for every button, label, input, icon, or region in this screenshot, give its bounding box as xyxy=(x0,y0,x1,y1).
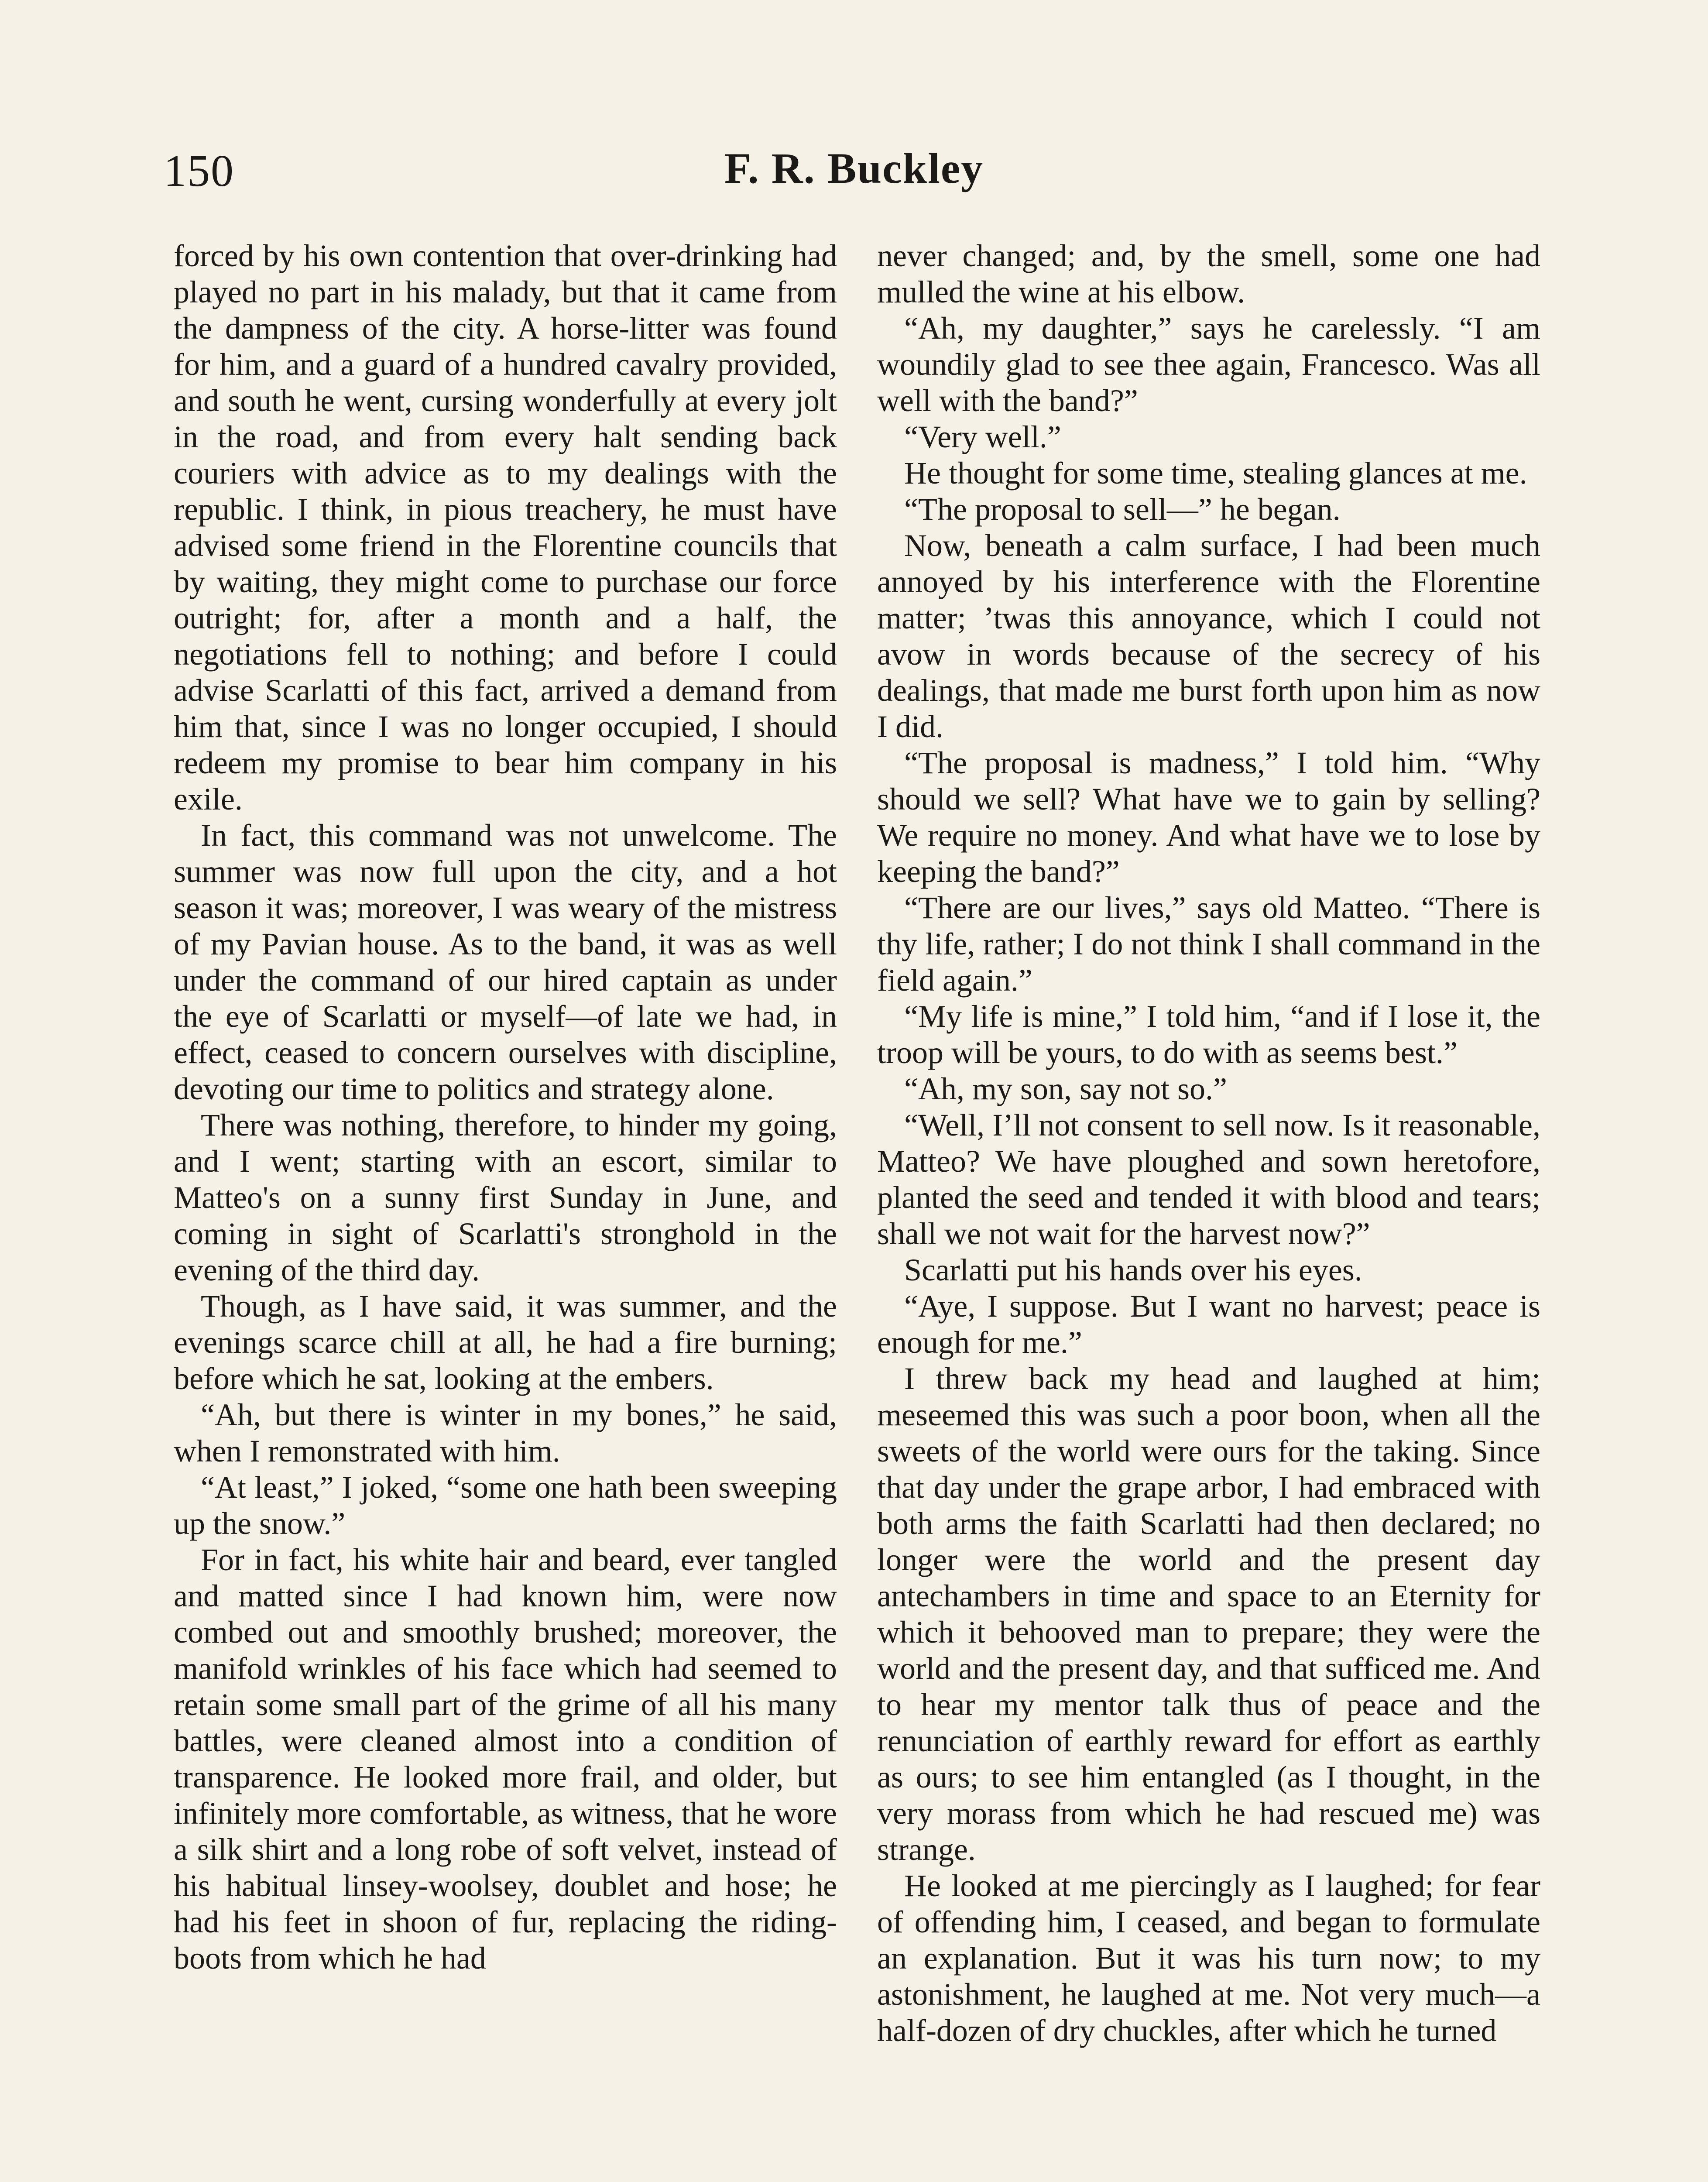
paragraph: I threw back my head and laughed at him; meseemed this was such a poor boon, when all the sweets of the world were ours for the taking. Since that day under the grape arbor, I had embraced with both arms the faith Scarlatti had then declared; no longer were the world and the present day antechambers in time and space to an Eternity for which it behooved man to prepare; they were the world and the present day, and that sufficed me. And to hear my mentor talk thus of peace and the renunciation of earthly reward for effort as earthly as ours; to see him entangled (as I thought, in the very morass from which he had rescued me) was strange. xyxy=(877,1361,1540,1867)
paragraph: He thought for some time, stealing glances at me. xyxy=(904,456,1527,491)
paragraph: “My life is mine,” I told him, “and if I lose it, the troop will be yours, to do with as seems best.” xyxy=(877,999,1540,1070)
right-column xyxy=(877,238,1540,2049)
paragraph: For in fact, his white hair and beard, ever tangled and matted since I had known him, were now combed out and smoothly brushed; moreover, the manifold wrinkles of his face which had seemed to retain some small part of the grime of all his many battles, were cleaned almost into a condition of transparence. He looked more frail, and older, but infinitely more comfortable, as witness, that he wore a silk shirt and a long robe of soft velvet, instead of his habitual linsey-woolsey, doublet and hose; he had his feet in shoon of fur, replacing the riding-boots from which he had xyxy=(174,1542,837,1976)
paragraph: He looked at me piercingly as I laughed; for fear of offending him, I ceased, and began to formulate an explanation. But it was his turn now; to my astonishment, he laughed at me. Not very much—a half-dozen of dry chuckles, after which he turned xyxy=(877,1868,1540,2048)
paragraph: Now, beneath a calm surface, I had been much annoyed by his interference with the Florentine matter; ’twas this annoyance, which I could not avow in words because of the secrecy of his dealings, that made me burst forth upon him as now I did. xyxy=(877,528,1540,744)
paragraph: “Very well.” xyxy=(904,419,1061,454)
paragraph: forced by his own contention that over-drinking had played no part in his malady, but that it came from the dampness of the city. A horse-litter was found for him, and a guard of a hundred cavalry provided, and south he went, cursing wonderfully at every jolt in the road, and from every halt sending back couriers with advice as to my dealings with the republic. I think, in pious treachery, he must have advised some friend in the Florentine councils that by waiting, they might come to purchase our force outright; for, after a month and a half, the negotiations fell to nothing; and before I could advise Scarlatti of this fact, arrived a demand from him that, since I was no longer occupied, I should redeem my promise to bear him company in his exile. xyxy=(174,238,837,817)
paragraph: “The proposal is madness,” I told him. “Why should we sell? What have we to gain by selling? We require no money. And what have we to lose by keeping the band?” xyxy=(877,745,1540,889)
paragraph: “Aye, I suppose. But I want no harvest; peace is enough for me.” xyxy=(877,1289,1540,1360)
page-number: 150 xyxy=(164,146,234,196)
running-head: F. R. Buckley xyxy=(724,144,984,192)
paragraph: There was nothing, therefore, to hinder my going, and I went; starting with an escort, similar to Matteo's on a sunny first Sunday in June, and coming in sight of Scarlatti's stronghold in the evening of the third day. xyxy=(174,1108,837,1287)
paragraph: “At least,” I joked, “some one hath been sweeping up the snow.” xyxy=(174,1470,837,1541)
paragraph: never changed; and, by the smell, some one had mulled the wine at his elbow. xyxy=(877,238,1540,309)
paragraph: Though, as I have said, it was summer, and the evenings scarce chill at all, he had a fire burning; before which he sat, looking at the embers. xyxy=(174,1289,837,1396)
paragraph: “The proposal to sell—” he began. xyxy=(904,492,1341,527)
paragraph: “Well, I’ll not consent to sell now. Is it reasonable, Matteo? We have ploughed and sown heretofore, planted the seed and tended it with blood and tears; shall we not wait for the harvest now?” xyxy=(877,1108,1540,1251)
paragraph: “Ah, but there is winter in my bones,” he said, when I remonstrated with him. xyxy=(174,1397,837,1468)
paragraph: Scarlatti put his hands over his eyes. xyxy=(904,1252,1362,1287)
paragraph: “Ah, my daughter,” says he carelessly. “I am woundily glad to see thee again, Francesco. Was all well with the band?” xyxy=(877,311,1540,418)
paragraph: In fact, this command was not unwelcome. The summer was now full upon the city, and a hot season it was; moreover, I was weary of the mistress of my Pavian house. As to the band, it was as well under the command of our hired captain as under the eye of Scarlatti or myself—of late we had, in effect, ceased to concern ourselves with discipline, devoting our time to politics and strategy alone. xyxy=(174,818,837,1106)
paragraph: “Ah, my son, say not so.” xyxy=(904,1071,1227,1106)
paragraph: “There are our lives,” says old Matteo. “There is thy life, rather; I do not think I shall command in the field again.” xyxy=(877,890,1540,998)
left-column xyxy=(174,238,837,1976)
